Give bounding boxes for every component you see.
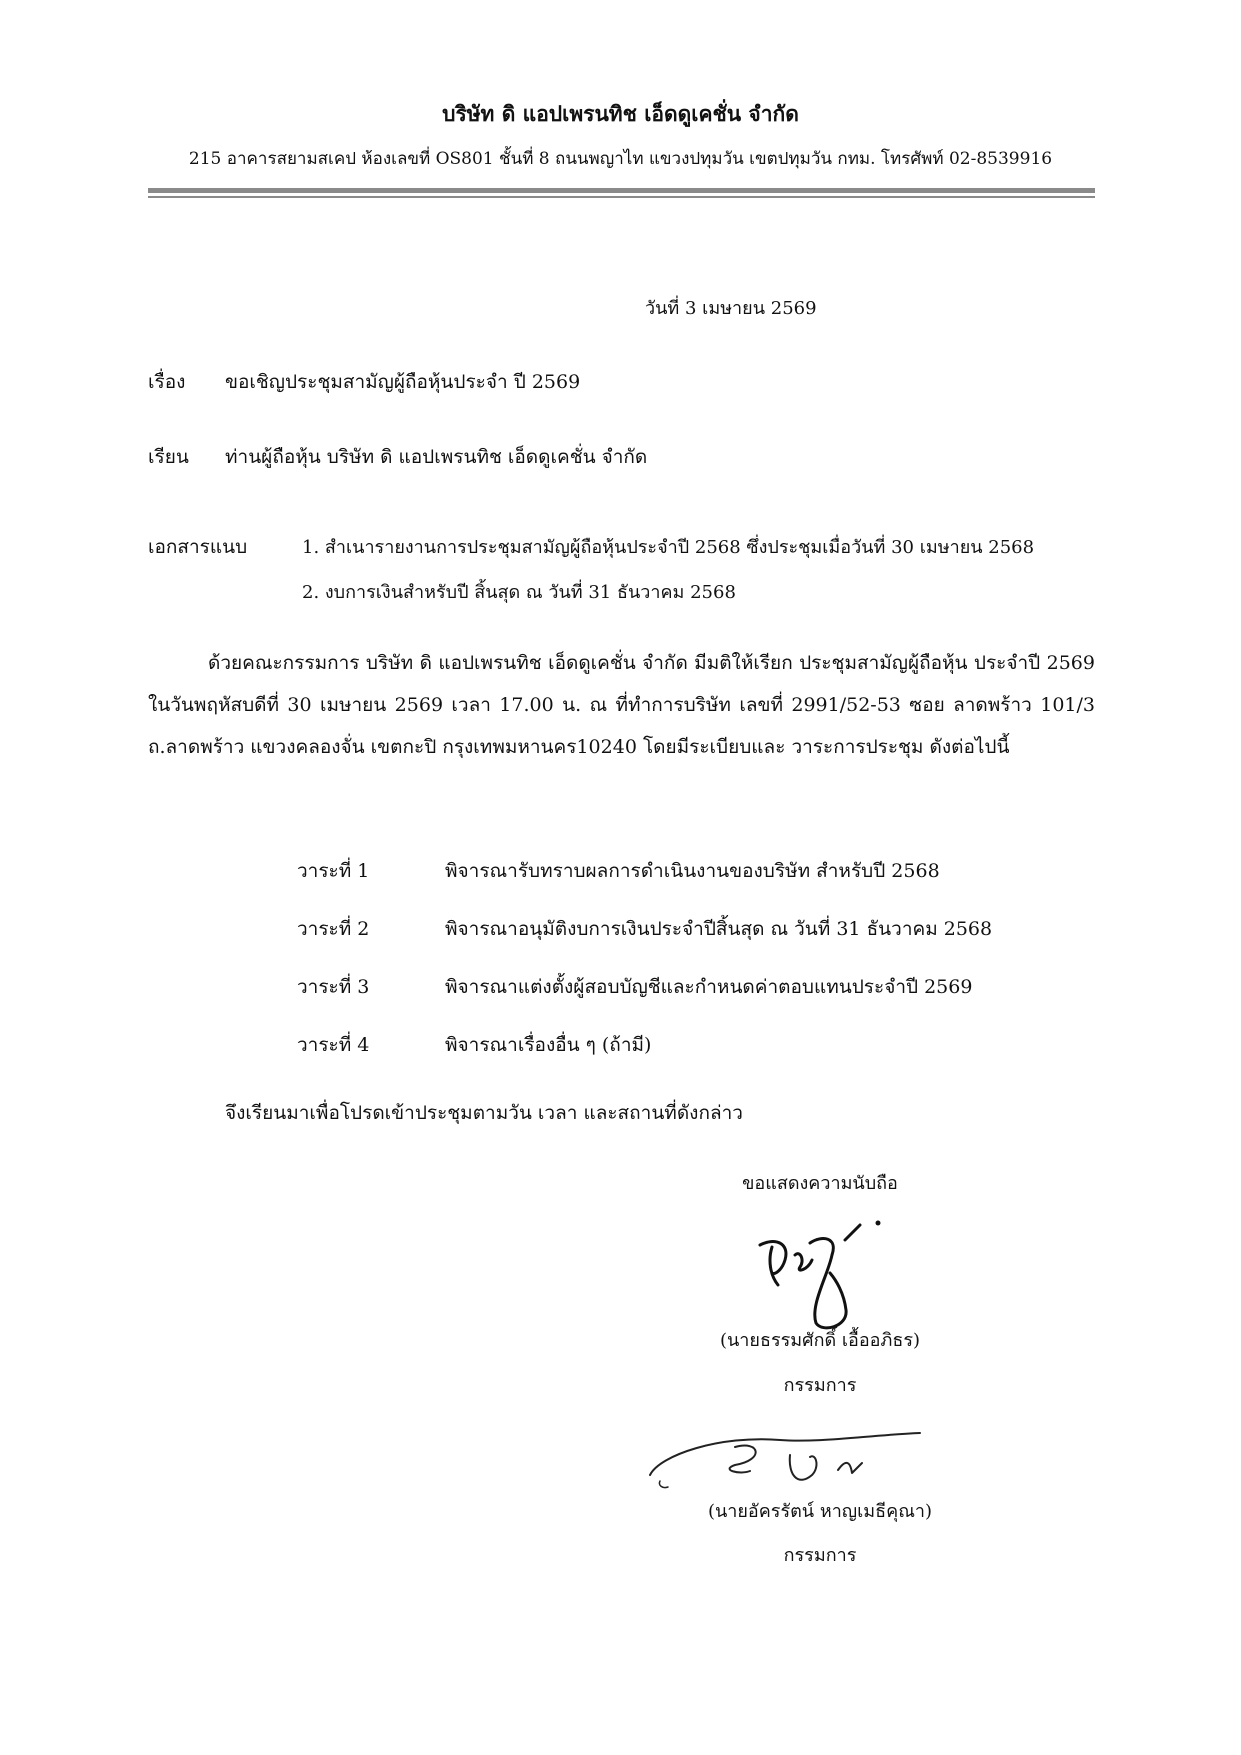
agenda-text: พิจารณาเรื่องอื่น ๆ (ถ้ามี) — [445, 1034, 652, 1056]
company-address: 215 อาคารสยามสเคป ห้องเลขที่ OS801 ชั้นที่ 8 ถนนพญาไท แขวงปทุมวัน เขตปทุมวัน กทม. โทรศัพท์ 02-8539916 — [188, 149, 1053, 169]
header-rule-thin — [148, 196, 1095, 198]
body-paragraph: ด้วยคณะกรรมการ บริษัท ดิ แอปเพรนทิช เอ็ดดูเคชั่น จำกัด มีมติให้เรียก ประชุมสามัญผู้ถือหุ้น ประจำปี 2569 ในวันพฤหัสบดีที่ 30 เมษายน 2569 เวลา 17.00 น. ณ ที่ทำการบริษัท เลขที่ 2991/52-53 ซอย ลาดพร้าว 101/3 ถ.ลาดพร้าว แขวงคลองจั่น เขตกะปิ กรุงเทพมหานคร10240 โดยมีระเบียบและ วาระการประชุม ดังต่อไปนี้ — [148, 652, 1095, 758]
regards-text: ขอแสดงความนับถือ — [742, 1173, 898, 1194]
company-name: บริษัท ดิ แอปเพรนทิช เอ็ดดูเคชั่น จำกัด — [442, 101, 799, 126]
enclosures-label: เอกสารแนบ — [148, 536, 248, 558]
signature-1-image — [750, 1215, 890, 1335]
agenda-text: พิจารณาอนุมัติงบการเงินประจำปีสิ้นสุด ณ วันที่ 31 ธันวาคม 2568 — [445, 918, 993, 940]
agenda-label: วาระที่ 3 — [297, 976, 370, 998]
agenda-label: วาระที่ 4 — [297, 1034, 370, 1056]
enclosure-item: 1. สำเนารายงานการประชุมสามัญผู้ถือหุ้นประจำปี 2568 ซึ่งประชุมเมื่อวันที่ 30 เมษายน 2568 — [302, 537, 1035, 558]
recipient-value: ท่านผู้ถือหุ้น บริษัท ดิ แอปเพรนทิช เอ็ดดูเคชั่น จำกัด — [225, 446, 648, 468]
signatory-2-name: (นายอัครรัตน์ หาญเมธีคุณา) — [707, 1501, 933, 1522]
agenda-label: วาระที่ 2 — [297, 918, 370, 940]
agenda-text: พิจารณารับทราบผลการดำเนินงานของบริษัท สำหรับปี 2568 — [445, 860, 940, 882]
closing-sentence: จึงเรียนมาเพื่อโปรดเข้าประชุมตามวัน เวลา และสถานที่ดังกล่าว — [225, 1102, 743, 1124]
letter-date: วันที่ 3 เมษายน 2569 — [645, 298, 817, 319]
signatory-1-title: กรรมการ — [783, 1375, 857, 1396]
signatory-2-title: กรรมการ — [783, 1545, 857, 1566]
agenda-label: วาระที่ 1 — [297, 860, 370, 882]
header-rule-thick — [148, 188, 1095, 193]
subject-value: ขอเชิญประชุมสามัญผู้ถือหุ้นประจำ ปี 2569 — [225, 371, 581, 393]
subject-label: เรื่อง — [148, 371, 186, 393]
agenda-text: พิจารณาแต่งตั้งผู้สอบบัญชีและกำหนดค่าตอบแทนประจำปี 2569 — [445, 976, 973, 998]
signature-2-image — [640, 1415, 930, 1500]
recipient-label: เรียน — [148, 446, 189, 468]
signatory-1-name: (นายธรรมศักดิ์ เอื้ออภิธร) — [719, 1330, 921, 1351]
enclosure-item: 2. งบการเงินสำหรับปี สิ้นสุด ณ วันที่ 31 ธันวาคม 2568 — [302, 582, 736, 603]
